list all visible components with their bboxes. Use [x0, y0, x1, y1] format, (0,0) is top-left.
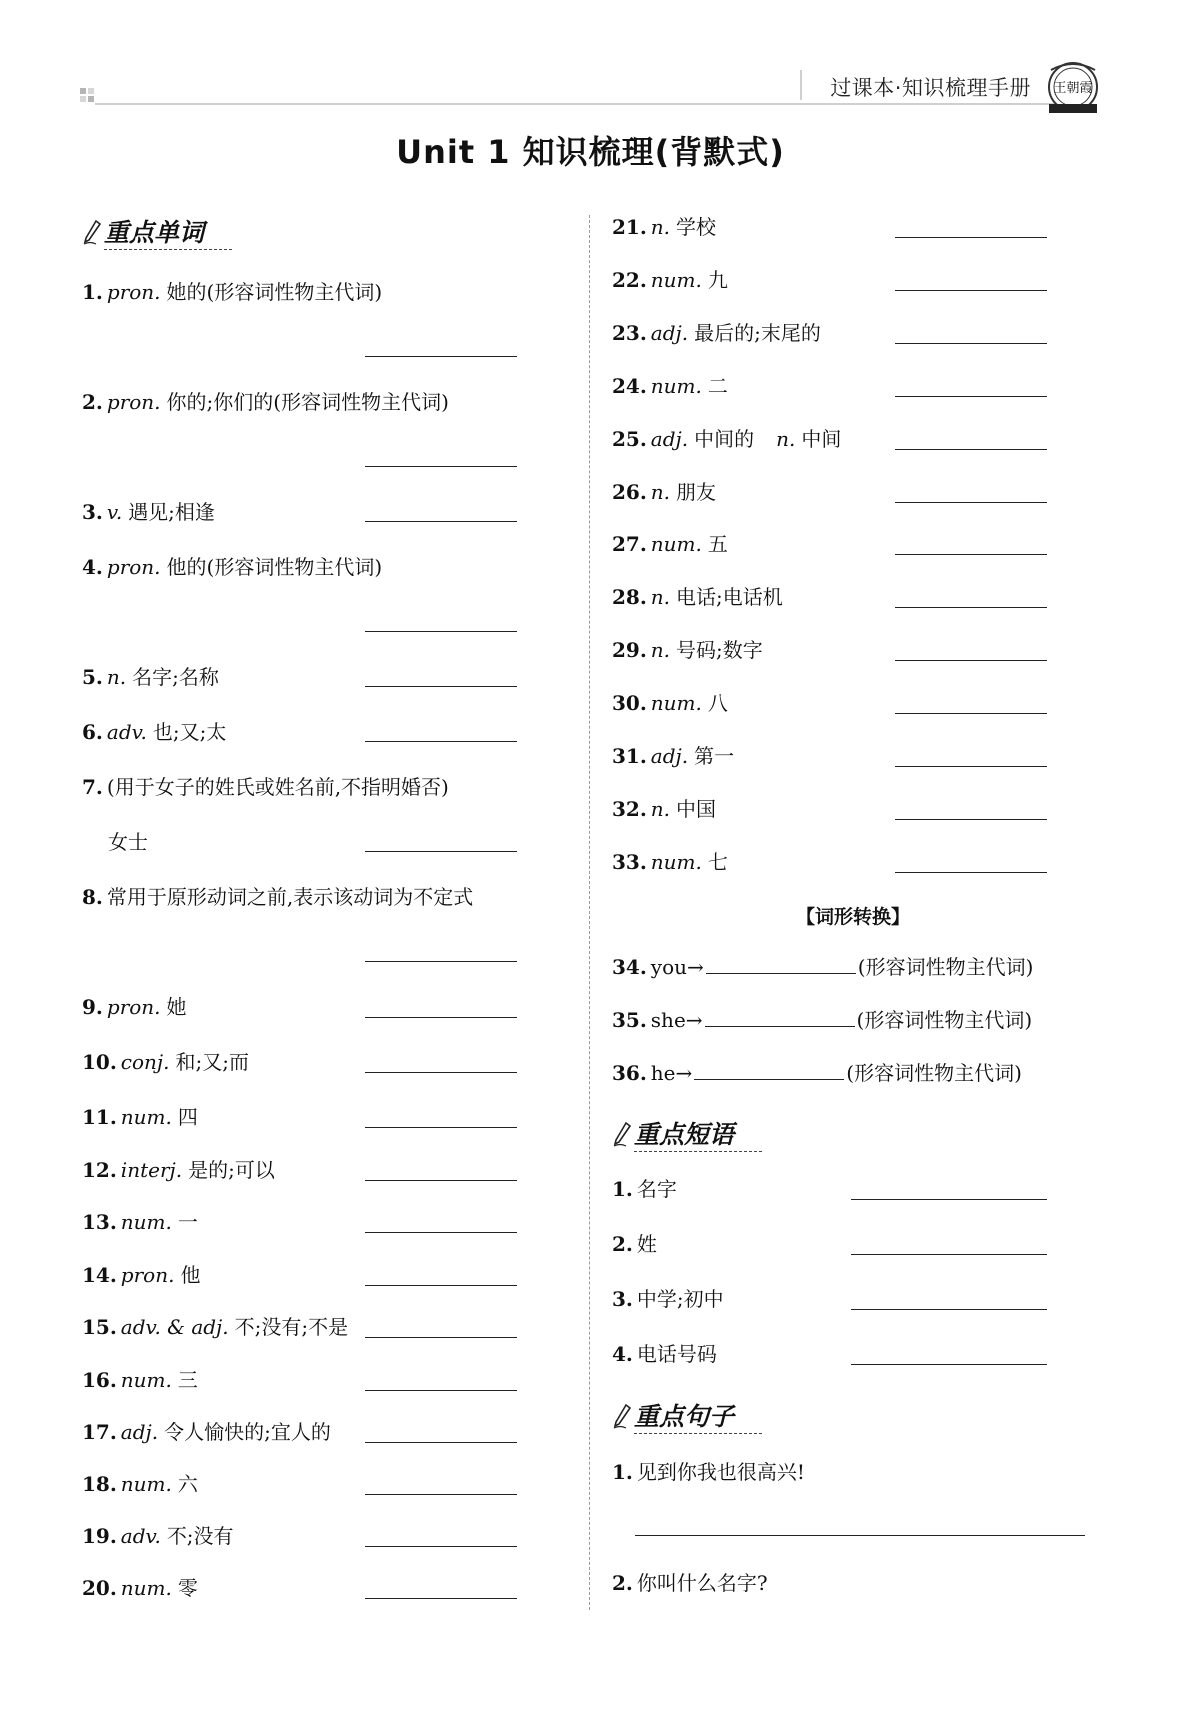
answer-blank[interactable]: [365, 356, 517, 357]
item-number: 30.: [612, 691, 647, 716]
header-title: 过课本·知识梳理手册: [830, 76, 1031, 100]
word-item-14: [82, 1263, 200, 1287]
part-of-speech: n.: [776, 426, 796, 451]
item-number: 26.: [612, 479, 647, 504]
item-text: 和;又;而: [175, 1050, 249, 1074]
answer-blank[interactable]: [706, 955, 856, 974]
answer-blank[interactable]: [895, 396, 1047, 397]
item-text: 他: [180, 1263, 201, 1287]
part-of-speech: n.: [650, 479, 671, 504]
item-number: 23.: [612, 320, 647, 345]
section-underline: [634, 1151, 762, 1152]
sentence-item-1: [612, 1460, 805, 1484]
item-note: (形容词性物主代词): [846, 1061, 1022, 1085]
column-divider: [589, 215, 590, 1610]
phrase-item-2: [612, 1232, 657, 1256]
part-of-speech: adj.: [650, 744, 689, 768]
part-of-speech: num.: [120, 1472, 172, 1496]
item-text: 电话号码: [636, 1342, 717, 1366]
word-item-21: [612, 215, 716, 239]
word-item-25: [612, 427, 841, 451]
item-text: 中间的: [694, 426, 755, 451]
item-text: (用于女子的姓氏或姓名前,不指明婚否): [106, 775, 449, 799]
answer-blank[interactable]: [365, 1232, 517, 1233]
word-item-12: [82, 1158, 275, 1182]
word-item-3: [82, 500, 215, 524]
item-text: 电话;电话机: [676, 585, 783, 610]
item-number: 1.: [82, 280, 103, 304]
answer-blank[interactable]: [365, 1127, 517, 1128]
item-text: 名字: [636, 1177, 677, 1201]
part-of-speech: num.: [650, 532, 702, 557]
word-item-30: [612, 691, 728, 715]
answer-blank[interactable]: [851, 1364, 1047, 1365]
item-number: 11.: [82, 1105, 117, 1129]
word-item-1: [82, 280, 382, 304]
item-text: 她: [166, 995, 187, 1019]
item-number: 12.: [82, 1158, 117, 1182]
answer-blank[interactable]: [365, 1017, 517, 1018]
item-number: 17.: [82, 1420, 117, 1444]
item-number: 1.: [612, 1177, 633, 1201]
answer-blank[interactable]: [365, 1546, 517, 1547]
item-number: 2.: [82, 390, 103, 414]
item-text: 最后的;末尾的: [694, 320, 821, 345]
item-text: 是的;可以: [188, 1158, 275, 1182]
item-number: 14.: [82, 1263, 117, 1287]
item-number: 3.: [612, 1287, 633, 1311]
pen-icon: [82, 219, 102, 245]
section-title: 重点句子: [634, 1402, 735, 1431]
item-number: 29.: [612, 638, 647, 663]
part-of-speech: num.: [120, 1105, 172, 1129]
answer-blank[interactable]: [895, 502, 1047, 503]
item-number: 6.: [82, 720, 103, 744]
answer-blank[interactable]: [365, 1598, 517, 1599]
part-of-speech: n.: [650, 638, 671, 663]
word-item-8: [82, 885, 473, 909]
item-text: 学校: [676, 215, 717, 239]
item-number: 27.: [612, 532, 647, 557]
transform-item-36: [612, 1061, 1022, 1085]
item-number: 8.: [82, 885, 103, 909]
answer-blank[interactable]: [851, 1199, 1047, 1200]
word-item-18: [82, 1472, 198, 1496]
word-item-7-line2: [108, 830, 148, 854]
item-number: 5.: [82, 665, 103, 689]
section-title: 重点短语: [634, 1120, 735, 1149]
item-number: 34.: [612, 955, 647, 979]
part-of-speech: adj.: [120, 1420, 159, 1444]
item-text: 令人愉快的;宜人的: [164, 1420, 331, 1444]
item-number: 15.: [82, 1315, 117, 1339]
part-of-speech: adj.: [650, 320, 689, 345]
answer-blank[interactable]: [895, 872, 1047, 873]
item-text: 朋友: [676, 479, 717, 504]
item-number: 35.: [612, 1008, 647, 1032]
item-text: 二: [707, 373, 728, 398]
item-number: 4.: [612, 1342, 633, 1366]
item-number: 1.: [612, 1460, 633, 1484]
word-item-33: [612, 850, 728, 874]
word-item-17: [82, 1420, 331, 1444]
answer-blank[interactable]: [635, 1535, 1085, 1536]
answer-blank[interactable]: [895, 237, 1047, 238]
word-item-13: [82, 1210, 198, 1234]
item-text: 不;没有: [166, 1524, 234, 1548]
item-number: 13.: [82, 1210, 117, 1234]
word-item-19: [82, 1524, 234, 1548]
word-item-32: [612, 797, 716, 821]
item-number: 36.: [612, 1061, 647, 1085]
answer-blank[interactable]: [365, 1494, 517, 1495]
pen-icon: [612, 1121, 632, 1147]
part-of-speech: pron.: [106, 390, 161, 414]
word-item-15: [82, 1315, 348, 1339]
word-item-22: [612, 268, 728, 292]
answer-blank[interactable]: [895, 713, 1047, 714]
answer-blank[interactable]: [365, 1442, 517, 1443]
part-of-speech: adv.: [120, 1524, 161, 1548]
answer-blank[interactable]: [365, 1337, 517, 1338]
answer-blank[interactable]: [895, 449, 1047, 450]
part-of-speech: pron.: [106, 555, 161, 579]
answer-blank[interactable]: [365, 851, 517, 852]
transform-item-35: [612, 1008, 1032, 1032]
item-text: 见到你我也很高兴!: [636, 1460, 805, 1484]
answer-blank[interactable]: [365, 631, 517, 632]
item-number: 24.: [612, 373, 647, 398]
item-number: 25.: [612, 426, 647, 451]
item-number: 16.: [82, 1368, 117, 1392]
item-word: she→: [650, 1008, 703, 1032]
word-item-2: [82, 390, 449, 414]
answer-blank[interactable]: [365, 686, 517, 687]
answer-blank[interactable]: [895, 819, 1047, 820]
part-of-speech: num.: [650, 691, 702, 716]
answer-blank[interactable]: [365, 1285, 517, 1286]
item-text: 五: [707, 532, 728, 557]
word-item-16: [82, 1368, 198, 1392]
part-of-speech: n.: [650, 215, 671, 239]
item-text: 九: [707, 267, 728, 292]
answer-blank[interactable]: [895, 660, 1047, 661]
part-of-speech: interj.: [120, 1158, 183, 1182]
item-text: 四: [177, 1105, 198, 1129]
part-of-speech: num.: [650, 849, 702, 874]
item-number: 3.: [82, 500, 103, 524]
word-item-11: [82, 1105, 198, 1129]
word-item-5: [82, 665, 219, 689]
word-item-4: [82, 555, 382, 579]
section-underline: [634, 1433, 762, 1434]
word-item-28: [612, 585, 783, 609]
item-number: 2.: [612, 1232, 633, 1256]
item-text: 不;没有;不是: [234, 1315, 349, 1339]
part-of-speech: n.: [650, 796, 671, 821]
item-text: 也;又;太: [152, 720, 227, 744]
transform-item-34: [612, 955, 1033, 979]
part-of-speech: pron.: [106, 280, 161, 304]
item-number: 32.: [612, 796, 647, 821]
answer-blank[interactable]: [851, 1309, 1047, 1310]
answer-blank[interactable]: [365, 741, 517, 742]
item-text: 他的(形容词性物主代词): [166, 555, 383, 579]
item-note: (形容词性物主代词): [857, 955, 1034, 979]
item-text: 六: [177, 1472, 198, 1496]
part-of-speech: pron.: [106, 995, 161, 1019]
word-item-7: [82, 775, 449, 799]
word-item-27: [612, 532, 728, 556]
answer-blank[interactable]: [895, 607, 1047, 608]
page-title: Unit 1 知识梳理(背默式): [396, 133, 785, 171]
phrase-item-1: [612, 1177, 677, 1201]
word-item-31: [612, 744, 734, 768]
word-item-10: [82, 1050, 249, 1074]
item-number: 7.: [82, 775, 103, 799]
item-text: 名字;名称: [132, 665, 219, 689]
transform-heading: 【词形转换】: [796, 906, 911, 928]
part-of-speech: adv. & adj.: [120, 1315, 229, 1339]
part-of-speech: num.: [650, 267, 702, 292]
item-number: 31.: [612, 744, 647, 768]
item-text: 女士: [108, 830, 148, 854]
word-item-29: [612, 638, 763, 662]
answer-blank[interactable]: [365, 466, 517, 467]
item-word: he→: [650, 1061, 693, 1085]
item-note: (形容词性物主代词): [856, 1008, 1033, 1032]
item-text: 中间: [801, 426, 842, 451]
sentence-item-2: [612, 1571, 768, 1595]
word-item-26: [612, 480, 716, 504]
item-number: 18.: [82, 1472, 117, 1496]
svg-text:王朝霞: 王朝霞: [1053, 81, 1093, 96]
item-number: 28.: [612, 585, 647, 610]
item-text: 你的;你们的(形容词性物主代词): [166, 390, 449, 414]
item-text: 三: [177, 1368, 198, 1392]
answer-blank[interactable]: [365, 521, 517, 522]
item-number: 9.: [82, 995, 103, 1019]
section-title: 重点单词: [104, 218, 205, 247]
answer-blank[interactable]: [365, 1390, 517, 1391]
answer-blank[interactable]: [895, 343, 1047, 344]
answer-blank[interactable]: [895, 290, 1047, 291]
answer-blank[interactable]: [895, 554, 1047, 555]
word-item-9: [82, 995, 187, 1019]
answer-blank[interactable]: [365, 1072, 517, 1073]
item-number: 22.: [612, 267, 647, 292]
part-of-speech: num.: [120, 1368, 172, 1392]
publisher-logo-icon: [1043, 60, 1103, 116]
word-item-6: [82, 720, 226, 744]
item-text: 零: [177, 1576, 198, 1600]
answer-blank[interactable]: [694, 1061, 844, 1080]
item-number: 10.: [82, 1050, 117, 1074]
pen-icon: [612, 1403, 632, 1429]
item-number: 2.: [612, 1571, 633, 1595]
item-text: 号码;数字: [676, 638, 763, 663]
part-of-speech: n.: [650, 585, 671, 610]
part-of-speech: pron.: [120, 1263, 175, 1287]
part-of-speech: num.: [120, 1210, 172, 1234]
part-of-speech: adj.: [650, 426, 689, 451]
part-of-speech: conj.: [120, 1050, 170, 1074]
part-of-speech: v.: [106, 500, 123, 524]
item-text: 遇见;相逢: [128, 500, 215, 524]
item-text: 你叫什么名字?: [636, 1571, 768, 1595]
item-number: 4.: [82, 555, 103, 579]
header-rule: [95, 103, 1085, 105]
item-text: 第一: [694, 744, 735, 768]
part-of-speech: num.: [120, 1576, 172, 1600]
answer-blank[interactable]: [705, 1008, 855, 1027]
phrase-item-4: [612, 1342, 717, 1366]
item-word: you→: [650, 955, 704, 979]
word-item-23: [612, 321, 821, 345]
word-item-24: [612, 374, 728, 398]
item-text: 一: [177, 1210, 198, 1234]
answer-blank[interactable]: [365, 1180, 517, 1181]
item-text: 七: [707, 849, 728, 874]
part-of-speech: n.: [106, 665, 127, 689]
word-item-20: [82, 1576, 198, 1600]
answer-blank[interactable]: [365, 961, 517, 962]
item-text: 常用于原形动词之前,表示该动词为不定式: [106, 885, 474, 909]
item-number: 20.: [82, 1576, 117, 1600]
part-of-speech: adv.: [106, 720, 147, 744]
item-text: 姓: [636, 1232, 657, 1256]
item-text: 中国: [676, 796, 717, 821]
answer-blank[interactable]: [851, 1254, 1047, 1255]
part-of-speech: num.: [650, 373, 702, 398]
answer-blank[interactable]: [895, 766, 1047, 767]
item-text: 她的(形容词性物主代词): [166, 280, 383, 304]
item-number: 33.: [612, 849, 647, 874]
item-text: 八: [707, 691, 728, 716]
section-underline: [104, 249, 232, 250]
item-number: 19.: [82, 1524, 117, 1548]
header-separator: [800, 70, 802, 100]
item-number: 21.: [612, 215, 647, 239]
phrase-item-3: [612, 1287, 724, 1311]
item-text: 中学;初中: [636, 1287, 724, 1311]
